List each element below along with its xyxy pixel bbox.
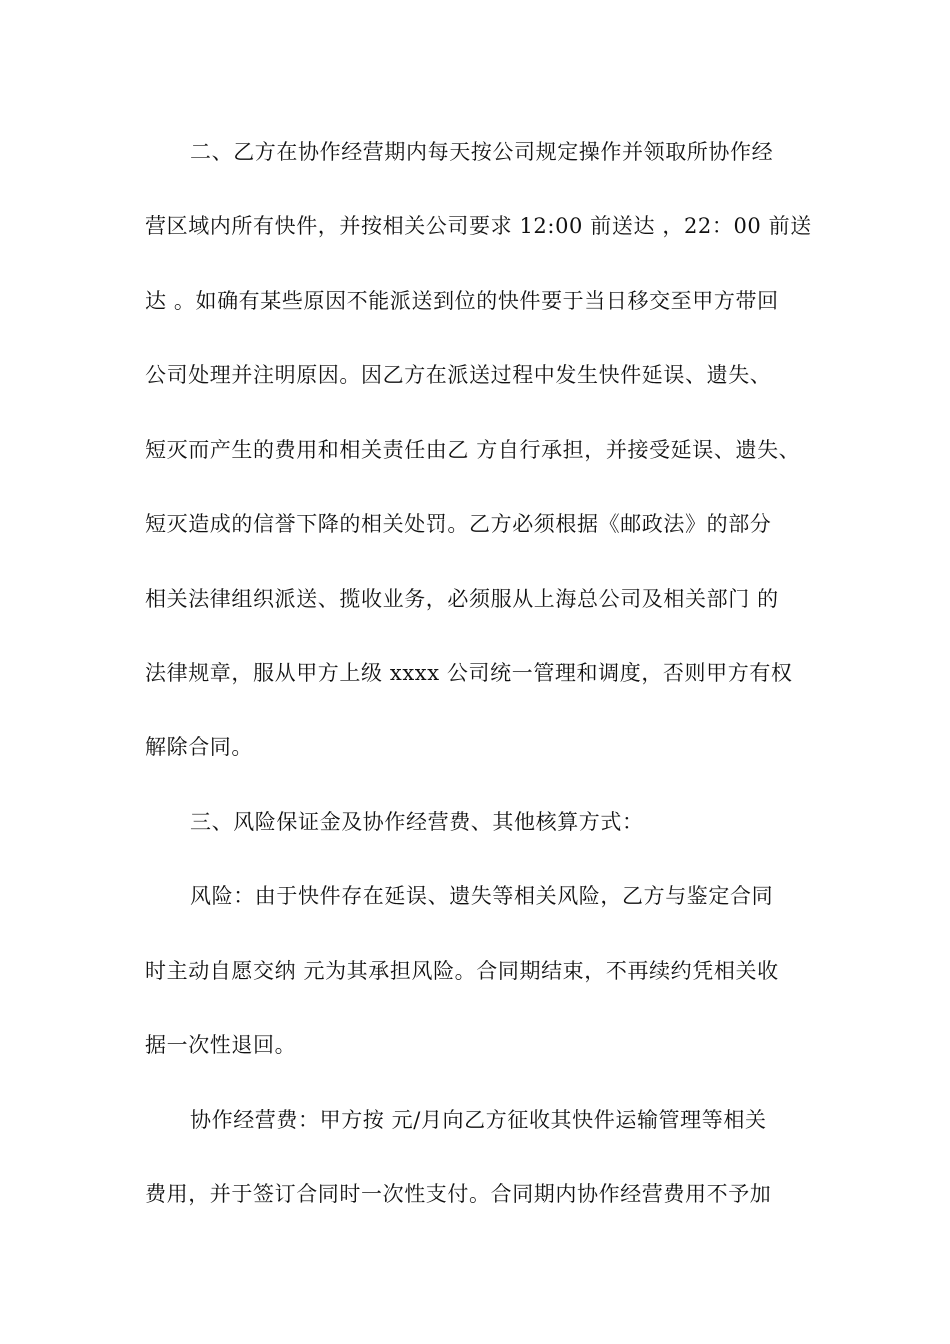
paragraph-2-line-7: 相关法律组织派送、揽收业务，必须服从上海总公司及相关部门 的	[145, 587, 779, 611]
section-3-heading: 三、风险保证金及协作经营费、其他核算方式：	[190, 810, 644, 834]
fee-paragraph-line-2: 费用，并于签订合同时一次性支付。合同期内协作经营费用不予加	[145, 1182, 772, 1206]
paragraph-2-line-1: 二、乙方在协作经营期内每天按公司规定操作并领取所协作经	[190, 140, 774, 164]
paragraph-2-line-3: 达 。如确有某些原因不能派送到位的快件要于当日移交至甲方带回	[145, 289, 779, 313]
fee-paragraph-line-1: 协作经营费：甲方按 元/月向乙方征收其快件运输管理等相关	[190, 1108, 767, 1132]
risk-paragraph-line-1: 风险：由于快件存在延误、遗失等相关风险，乙方与鉴定合同	[190, 884, 774, 908]
paragraph-2-line-4: 公司处理并注明原因。因乙方在派送过程中发生快件延误、遗失、	[145, 363, 772, 387]
paragraph-2-line-6: 短灭造成的信誉下降的相关处罚。乙方必须根据《邮政法》的部分	[145, 512, 772, 536]
paragraph-2-line-2: 营区域内所有快件，并按相关公司要求 12:00 前送达 ，22：00 前送	[145, 214, 812, 238]
paragraph-2-line-8: 法律规章，服从甲方上级 xxxx 公司统一管理和调度，否则甲方有权	[145, 661, 793, 685]
paragraph-2-line-9: 解除合同。	[145, 735, 253, 759]
risk-paragraph-line-2: 时主动自愿交纳 元为其承担风险。合同期结束，不再续约凭相关收	[145, 959, 779, 983]
risk-paragraph-line-3: 据一次性退回。	[145, 1033, 297, 1057]
paragraph-2-line-5: 短灭而产生的费用和相关责任由乙 方自行承担，并接受延误、遗失、	[145, 438, 801, 462]
